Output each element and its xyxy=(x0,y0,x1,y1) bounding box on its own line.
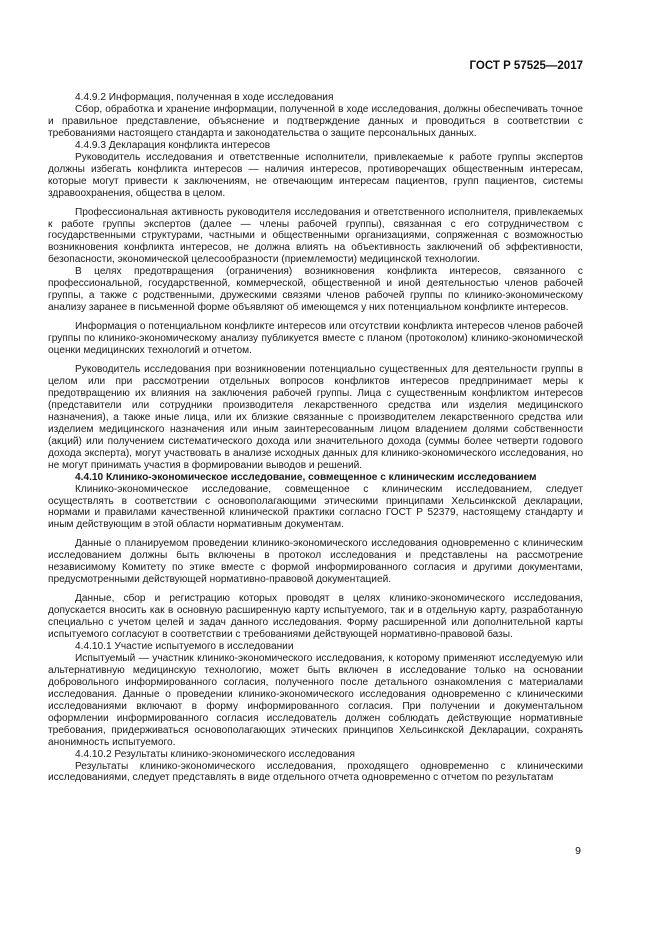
section-heading-4-4-10-2: 4.4.10.2 Результаты клинико-экономического исследования xyxy=(75,748,355,760)
body-paragraph: Руководитель исследования при возникновении потенциально существенных для деятельности группы в целом или при рассмотрении отдельных вопросов конфликтов интересов предпринимает меры к предотвращению их влияния на заключения рабочей группы. Лица с существенным конфликтом интересов (представители или сотрудники производителя лекарственного средства или изделия медицинского назначения), а также иные лица, или их близкие связанные с производителем лекарственного средства или изделием медицинского назначения или иным заинтересованным лицом владением долями собственности (акций) или получением систематического дохода или значительного дохода (суммы более четверти годового дохода эксперта), могут участвовать в анализе исходных данных для клинико-экономического исследования, но не могут принимать участия в формировании выводов и решений. xyxy=(48,364,583,471)
body-paragraph: В целях предотвращения (ограничения) возникновения конфликта интересов, связанного с профессиональной, государственной, коммерческой, общественной и иной деятельностью членов рабочей группы, а также с родственными, дружескими связями членов рабочей группы по клинико-экономическому анализу заранее в письменной форме объявляют об имеющемся у них потенциальном конфликте интересов. xyxy=(48,266,583,314)
section-heading-4-4-9-2: 4.4.9.2 Информация, полученная в ходе исследования xyxy=(75,92,334,103)
body-paragraph: Информация о потенциальном конфликте интересов или отсутствии конфликта интересов членов рабочей группы по клинико-экономическому анализу публикуется вместе с планом (протоколом) клинико-экономической оценки медицинских технологий и отчетом. xyxy=(48,321,583,357)
body-paragraph: Сбор, обработка и хранение информации, полученной в ходе исследования, должны обеспечивать точное и правильное представление, объяснение и подтверждение данных и проводиться в соответствии с требованиями настоящего стандарта и законодательства о защите персональных данных. xyxy=(48,103,583,139)
body-paragraph: Испытуемый — участник клинико-экономического исследования, к которому применяют исследуемую или альтернативную медицинскую технологию, может быть включен в исследование только на основании добровольного информированного согласия, полученного после детального ознакомления с материалами исследования. Данные о проведении клинико-экономического исследования одновременно с клиническими исследованиями включают в форму информированного согласия. При получении и документальном оформлении информированного согласия исследователь должен соблюдать действующие нормативные требования, придерживаться основополагающих этических принципов Хельсинкской Декларации, сохранять анонимность испытуемого. xyxy=(48,652,583,748)
body-paragraph: Данные о планируемом проведении клинико-экономического исследования одновременно с клиническим исследованием должны быть включены в протокол исследования и представлены на рассмотрение независимому Комитету по этике вместе с формой информированного согласия и другими документами, предусмотренными действующей нормативно-правовой документацией. xyxy=(48,538,583,586)
standard-number-header: ГОСТ Р 57525—2017 xyxy=(469,60,583,72)
section-heading-4-4-10-1: 4.4.10.1 Участие испытуемого в исследовании xyxy=(75,640,294,652)
body-paragraph: Руководитель исследования и ответственные исполнители, привлекаемые к работе группы экспертов должны избегать конфликта интересов — наличия интересов, противоречащих общественным интересам, которые могут привести к заключениям, не отвечающим интересам пациентов, групп пациентов, системы здравоохранения, общества в целом. xyxy=(48,151,583,199)
body-paragraph: Данные, сбор и регистрацию которых проводят в целях клинико-экономического исследования, допускается вносить как в основную расширенную карту испытуемого, так и в отдельную карту, разработанную специально с учетом целей и задач данного исследования. Форму расширенной или дополнительной карты испытуемого согласуют в соответствии с требованиями действующей нормативно-правовой базы. xyxy=(48,593,583,641)
body-paragraph: Профессиональная активность руководителя исследования и ответственного исполнителя, привлекаемых к работе группы экспертов (далее — члены рабочей группы), связанная с его сотрудничеством с государственными структурами, частными и общественными организациями, сопряженная с возможностью возникновения конфликта интересов, не должна влиять на объективность заключений об эффективности, безопасности, экономической целесообразности (приемлемости) медицинской технологии. xyxy=(48,206,583,266)
document-body xyxy=(48,92,583,784)
section-heading-4-4-10: 4.4.10 Клинико-экономическое исследование, совмещенное с клиническим исследованием xyxy=(75,471,537,483)
page-number: 9 xyxy=(575,845,581,857)
body-paragraph: Клинико-экономическое исследование, совмещенное с клиническим исследованием, следует осуществлять в соответствии с основополагающими этическими принципами Хельсинкской декларации, нормами и правилами качественной клинической практики согласно ГОСТ Р 52379, настоящему стандарту и иным действующим в этой области нормативным документам. xyxy=(48,483,583,531)
section-heading-4-4-9-3: 4.4.9.3 Декларация конфликта интересов xyxy=(75,139,271,151)
body-paragraph: Результаты клинико-экономического исследования, проходящего одновременно с клиническими исследованиями, следует представлять в виде отдельного отчета одновременно с отчетом по результатам xyxy=(48,760,583,784)
